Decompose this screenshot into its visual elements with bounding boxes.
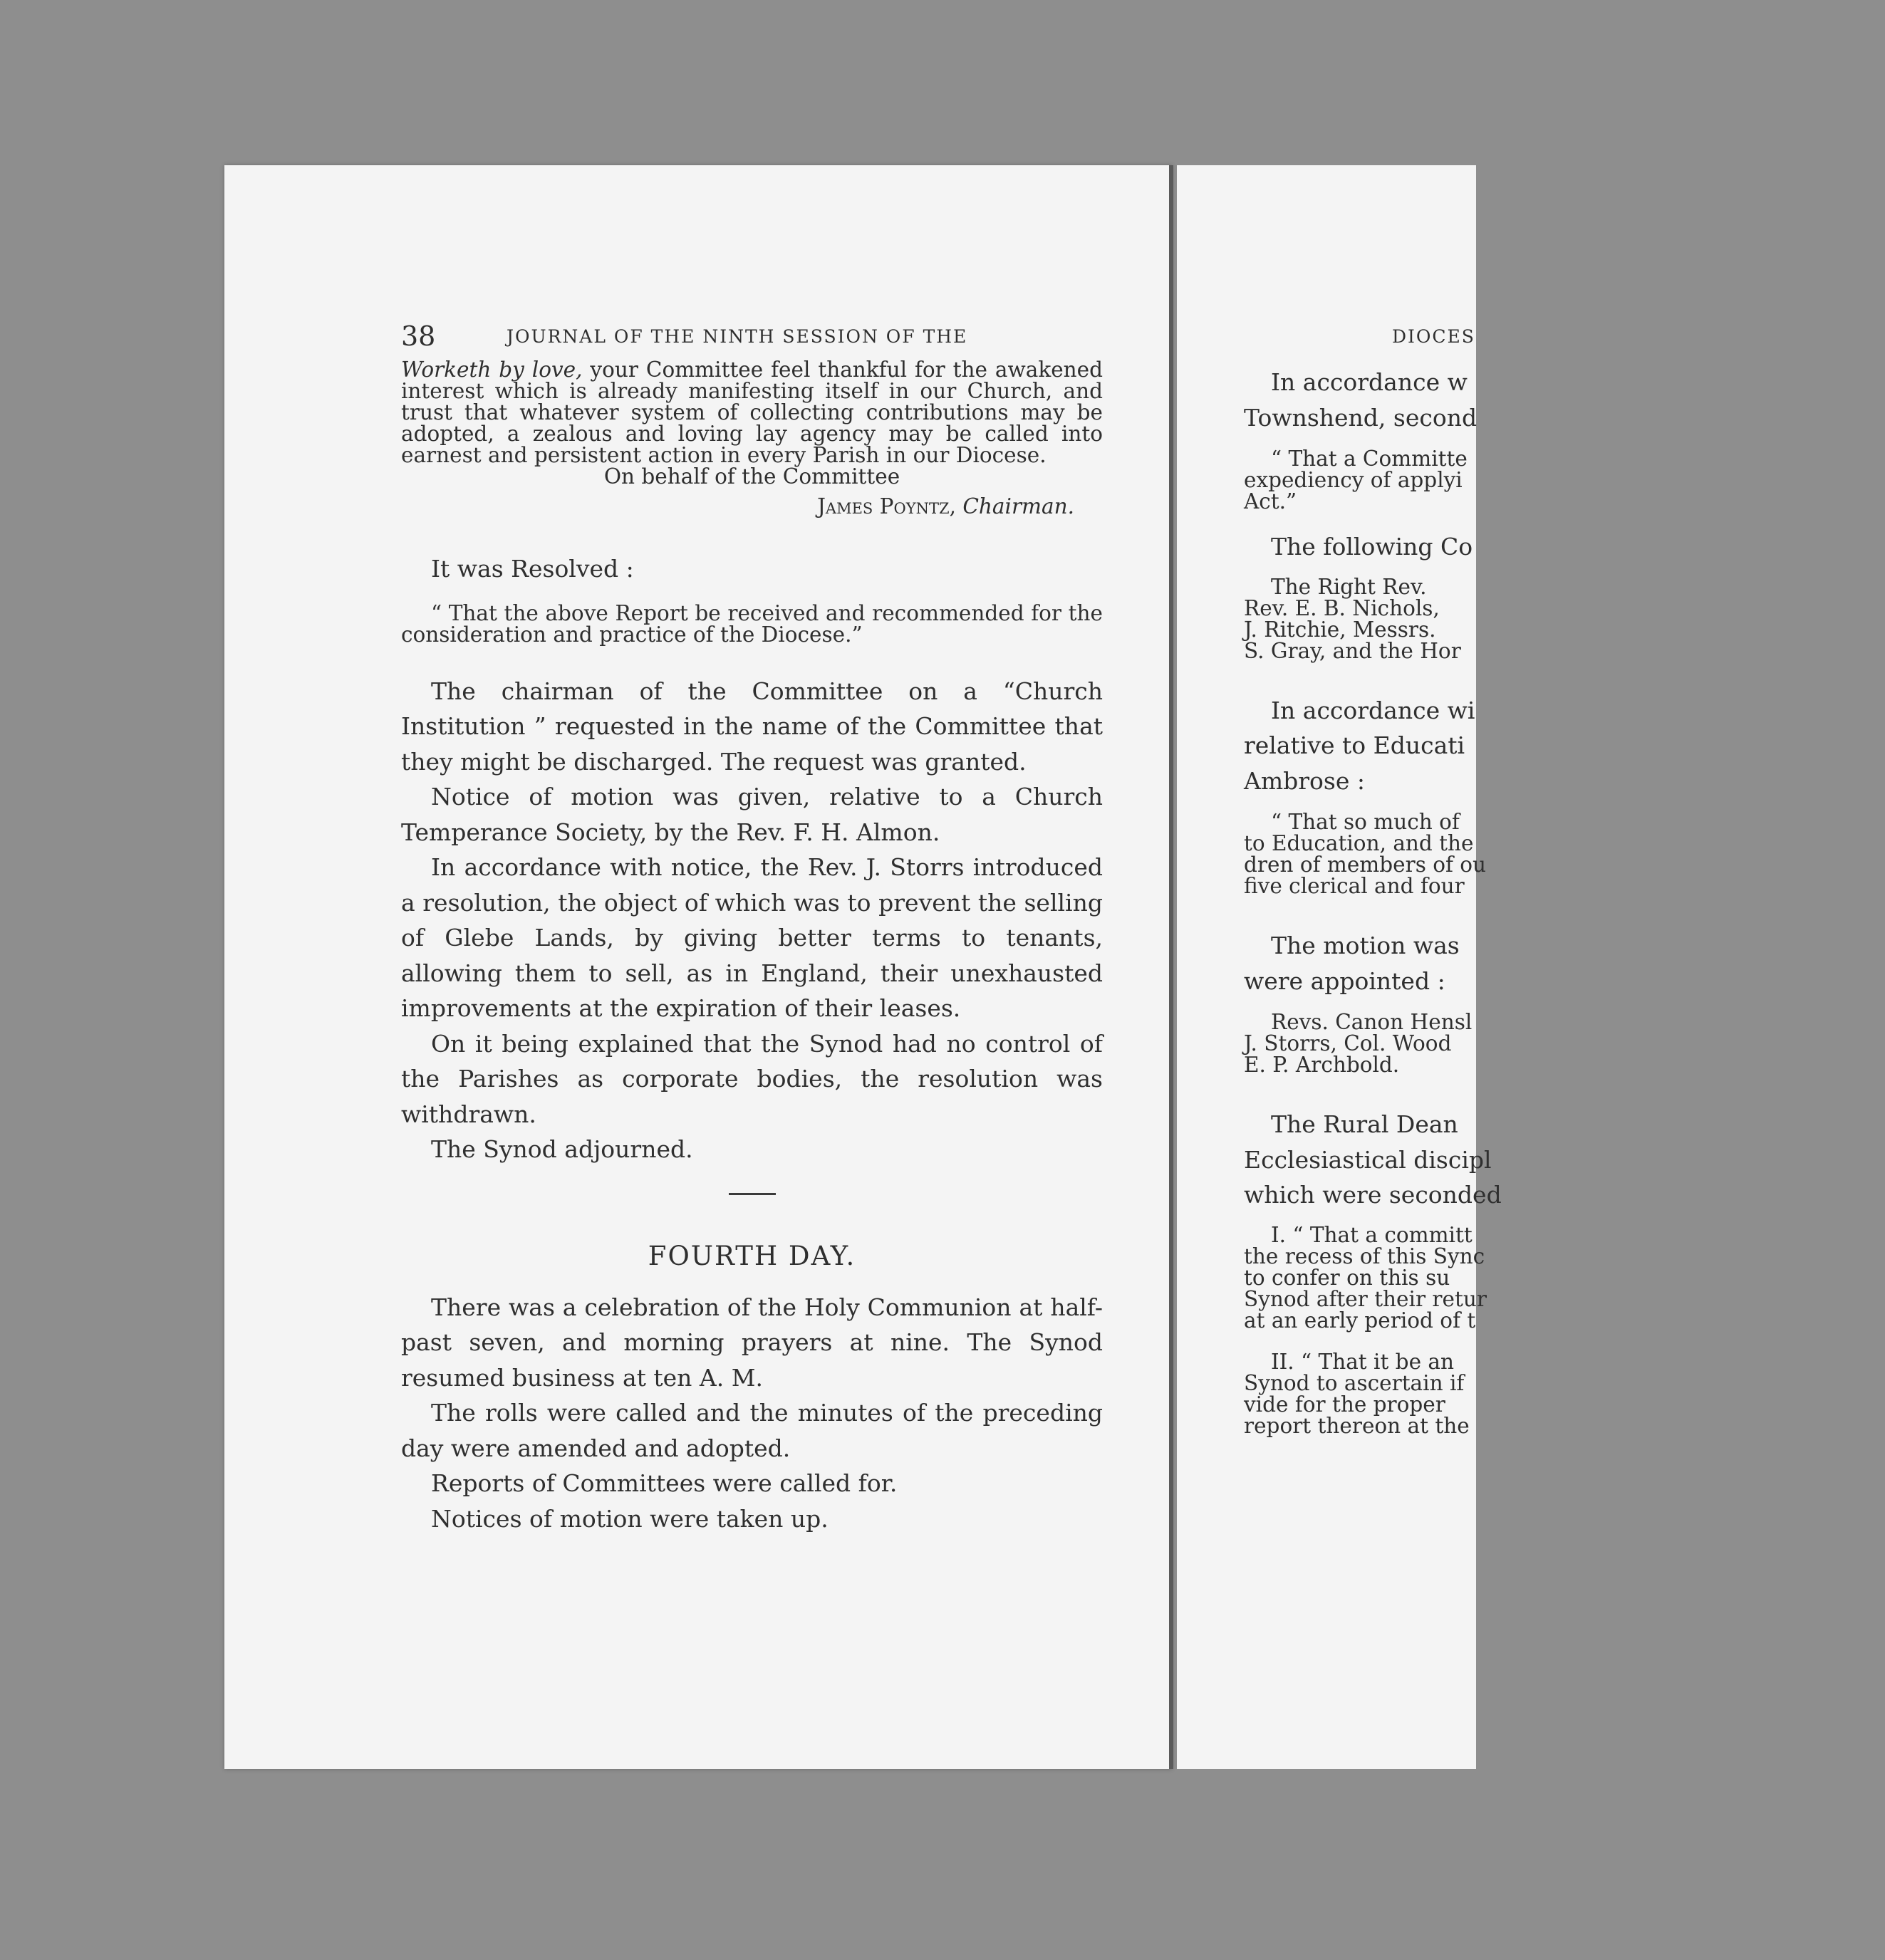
opening-italic: Worketh by love,	[401, 358, 583, 382]
right-names-line: Rev. E. B. Nichols,	[1244, 595, 1440, 620]
right-page-clip	[1177, 165, 1502, 1769]
right-line: Townshend, second	[1244, 403, 1478, 432]
paragraph: In accordance with notice, the Rev. J. Storrs introduced a resolution, the object of which was to prevent the selling of Glebe Lands, by giving better terms to tenants, allowing them to sell, as in England, their unexhausted improvements at the expiration of their leases.	[401, 853, 1103, 1022]
resolution-quote: “ That the above Report be received and recommended for the consideration and practice of the Diocese.”	[401, 600, 1103, 647]
right-line: Ambrose :	[1244, 766, 1365, 795]
right-item-line: II. “ That it be an	[1271, 1349, 1454, 1374]
right-line: were appointed :	[1244, 966, 1445, 995]
paragraphs-day-four	[401, 1290, 1103, 1537]
paragraph: Notices of motion were taken up.	[431, 1504, 829, 1533]
right-names-line: The Right Rev.	[1271, 574, 1427, 599]
right-item-line: at an early period of t	[1244, 1308, 1476, 1333]
right-line: The Rural Dean	[1271, 1110, 1458, 1138]
paragraph: The Synod adjourned.	[431, 1135, 693, 1163]
right-quote-line: Act.”	[1244, 489, 1297, 514]
page-number: 38	[401, 320, 436, 352]
right-quote-line: “ That so much of	[1271, 810, 1460, 834]
right-line: Ecclesiastical discipl	[1244, 1145, 1492, 1174]
section-rule	[729, 1193, 776, 1195]
right-quote-line: dren of members of ou	[1244, 853, 1487, 877]
right-line: The following Co	[1271, 533, 1473, 561]
behalf-line: On behalf of the Committee	[603, 464, 900, 489]
right-names-line: E. P. Archbold.	[1244, 1053, 1400, 1077]
paragraph: There was a celebration of the Holy Communion at half-past seven, and morning prayers at nine. The Synod resumed business at ten A. M.	[401, 1293, 1103, 1392]
signature-name: James Poyntz,	[817, 494, 956, 518]
right-names-line: J. Ritchie, Messrs.	[1244, 617, 1436, 642]
paragraph: On it being explained that the Synod had no control of the Parishes as corporate bodies, the resolution was withdrawn.	[401, 1029, 1103, 1128]
right-item-line: report thereon at the	[1244, 1413, 1470, 1438]
paragraphs-day-three	[401, 674, 1103, 1167]
resolved-line: It was Resolved :	[431, 555, 634, 583]
right-line: which were seconded	[1244, 1181, 1502, 1209]
paragraph: Reports of Committees were called for.	[431, 1469, 898, 1497]
right-item-line: vide for the proper	[1244, 1392, 1445, 1417]
right-item-line: to confer on this su	[1244, 1265, 1450, 1290]
right-item-line: Synod after their retur	[1244, 1286, 1487, 1311]
right-names-line: S. Gray, and the Hor	[1244, 638, 1461, 663]
right-names-line: Revs. Canon Hensl	[1271, 1010, 1473, 1034]
right-quote-line: “ That a Committe	[1271, 447, 1468, 471]
right-line: In accordance w	[1271, 368, 1468, 396]
opening-text: your Committee feel thankful for the awakened interest which is already manifesting itself in our Church, and trust that whatever system of collecting contributions may be adopted, a zealous and loving lay agency may be called into earnest and persistent action in every Parish in our Diocese.	[401, 358, 1103, 467]
right-line: relative to Educati	[1244, 731, 1465, 759]
signature	[401, 496, 1103, 517]
book-gutter	[1169, 165, 1173, 1769]
opening-paragraph	[401, 359, 1103, 466]
right-quote-line: five clerical and four	[1244, 874, 1465, 898]
right-running-head: DIOCES	[1392, 326, 1475, 347]
right-quote-line: expediency of applyi	[1244, 468, 1463, 492]
day-heading: FOURTH DAY.	[648, 1240, 856, 1271]
right-names-line: J. Storrs, Col. Wood	[1244, 1031, 1452, 1055]
right-item-line: Synod to ascertain if	[1244, 1370, 1465, 1395]
running-head: JOURNAL OF THE NINTH SESSION OF THE	[507, 326, 968, 347]
signature-title: Chairman.	[962, 494, 1074, 518]
right-quote-line: to Education, and the	[1244, 831, 1474, 855]
page-header	[401, 320, 1103, 352]
right-line: In accordance wi	[1271, 696, 1475, 724]
paragraph: The chairman of the Committee on a “Church Institution ” requested in the name of the Committee that they might be discharged. The request was granted.	[401, 677, 1103, 776]
right-item-line: the recess of this Sync	[1244, 1244, 1485, 1268]
right-line: The motion was	[1271, 932, 1460, 959]
paragraph: Notice of motion was given, relative to a Church Temperance Society, by the Rev. F. H. Almon.	[401, 783, 1103, 846]
right-page-header	[1244, 320, 1885, 352]
paragraph: The rolls were called and the minutes of the preceding day were amended and adopted.	[401, 1399, 1103, 1462]
right-item-line: I. “ That a committ	[1271, 1222, 1473, 1247]
right-page-text	[1244, 320, 1885, 1437]
left-page-text	[401, 320, 1103, 1536]
